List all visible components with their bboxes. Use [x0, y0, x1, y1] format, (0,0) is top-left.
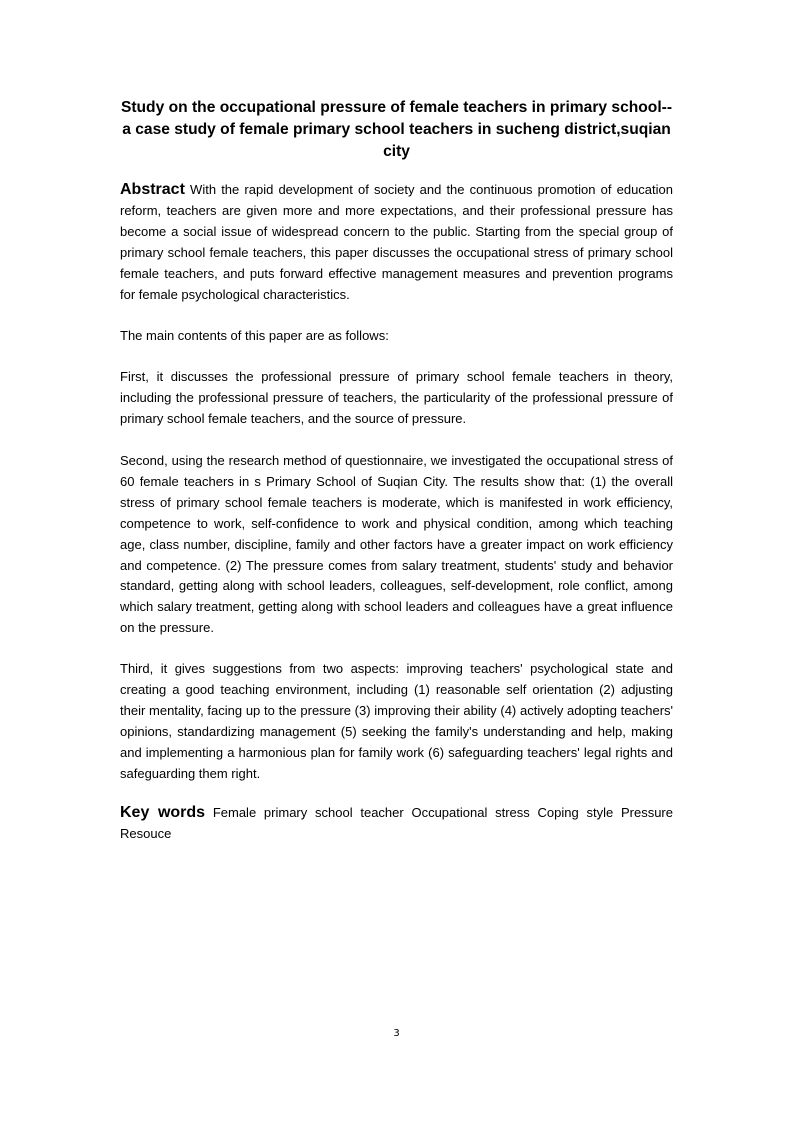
second-point-paragraph: Second, using the research method of questionnaire, we investigated the occupational stress of 60 female teachers in s Primary School of Suqian City. The results show that: (1) the overall stress of primary school female teachers is moderate, which is manifested in work efficiency, competence to work, self-confidence to work and physical condition, among which teaching age, class number, discipline, family and other factors have a greater impact on work efficiency and competence. (2) The pressure comes from salary treatment, students' study and behavior standard, getting along with school leaders, colleagues, self-development, role conflict, among which salary treatment, getting along with school leaders and colleagues have a great influence on the pressure. [120, 453, 673, 636]
paper-title: Study on the occupational pressure of female teachers in primary school--a case study of female primary school teachers in sucheng district,suqian city [120, 99, 673, 160]
keywords-text: Female primary school teacher Occupational stress Coping style Pressure Resouce [120, 805, 673, 841]
keywords-label: Key words [120, 804, 206, 821]
abstract-label: Abstract [120, 181, 185, 198]
abstract-text: With the rapid development of society and the continuous promotion of education reform, teachers are given more and more expectations, and their professional pressure has become a social issue of widespread concern to the public. Starting from the special group of primary school female teachers, this paper discusses the occupational stress of primary school female teachers, and puts forward effective management measures and prevention programs for female psychological characteristics. [120, 182, 673, 302]
third-point-paragraph: Third, it gives suggestions from two aspects: improving teachers' psychological state and creating a good teaching environment, including (1) reasonable self orientation (2) adjusting their mentality, facing up to the pressure (3) improving their ability (4) actively adopting teachers' opinions, standardizing management (5) seeking the family's understanding and help, making and implementing a harmonious plan for family work (6) safeguarding teachers' legal rights and safeguarding them right. [120, 661, 673, 781]
main-contents-intro: The main contents of this paper are as follows: [120, 328, 389, 343]
page-number: 3 [393, 1028, 400, 1039]
first-point-paragraph: First, it discusses the professional pressure of primary school female teachers in theory, including the professional pressure of teachers, the particularity of the professional pressure of primary school female teachers, and the source of pressure. [120, 369, 673, 426]
keywords-paragraph [120, 803, 673, 845]
abstract-paragraph [120, 180, 673, 305]
